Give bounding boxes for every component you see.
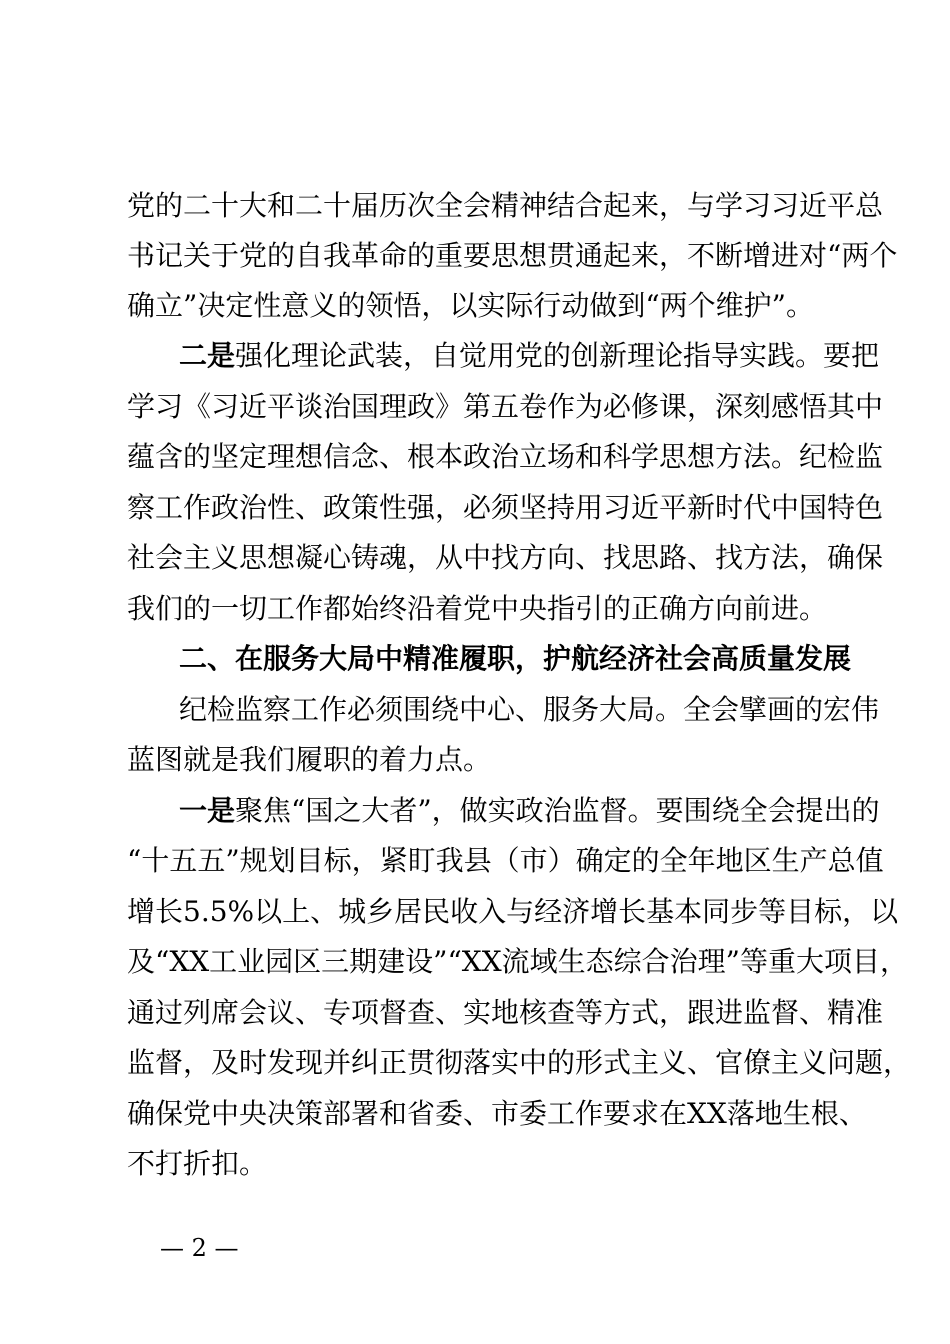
- text-line: 书记关于党的自我革命的重要思想贯通起来，不断增进对“两个: [127, 239, 898, 272]
- paragraph-first-line: [179, 340, 899, 372]
- paragraph-lead: 一是: [179, 794, 236, 827]
- text-span: 聚焦“国之大者”，做实政治监督。要围绕全会提出的: [235, 794, 880, 827]
- paragraph-first-line: [179, 795, 899, 827]
- text-line: 不打折扣。: [127, 1147, 268, 1180]
- text-line: 党的二十大和二十届历次全会精神结合起来，与学习习近平总: [127, 189, 884, 222]
- text-line: 增长5.5%以上、城乡居民收入与经济增长基本同步等目标，以: [127, 895, 899, 928]
- text-line: 及“XX工业园区三期建设”“XX流域生态综合治理”等重大项目，: [127, 945, 908, 978]
- text-line: 监督，及时发现并纠正贯彻落实中的形式主义、官僚主义问题，: [127, 1046, 912, 1079]
- text-line: 确保党中央决策部署和省委、市委工作要求在XX落地生根、: [127, 1097, 867, 1130]
- text-span: 强化理论武装，自觉用党的创新理论指导实践。要把: [235, 339, 880, 372]
- paragraph-lead: 二是: [179, 339, 236, 372]
- text-line: 社会主义思想凝心铸魂，从中找方向、找思路、找方法，确保: [127, 541, 884, 574]
- text-line: 通过列席会议、专项督查、实地核查等方式，跟进监督、精准: [127, 996, 884, 1029]
- text-line: 我们的一切工作都始终沿着党中央指引的正确方向前进。: [127, 592, 828, 625]
- text-line: 学习《习近平谈治国理政》第五卷作为必修课，深刻感悟其中: [127, 390, 884, 423]
- text-line: 蓝图就是我们履职的着力点。: [127, 743, 492, 776]
- section-heading: 二、在服务大局中精准履职，护航经济社会高质量发展: [179, 642, 852, 675]
- text-line: 察工作政治性、政策性强，必须坚持用习近平新时代中国特色: [127, 491, 884, 524]
- text-line: 蕴含的坚定理想信念、根本政治立场和科学思想方法。纪检监: [127, 440, 884, 473]
- text-line: “十五五”规划目标，紧盯我县（市）确定的全年地区生产总值: [127, 844, 884, 877]
- text-line: 纪检监察工作必须围绕中心、服务大局。全会擘画的宏伟: [179, 693, 880, 726]
- text-line: 确立”决定性意义的领悟，以实际行动做到“两个维护”。: [127, 289, 814, 322]
- page-number: — 2 —: [160, 1234, 239, 1262]
